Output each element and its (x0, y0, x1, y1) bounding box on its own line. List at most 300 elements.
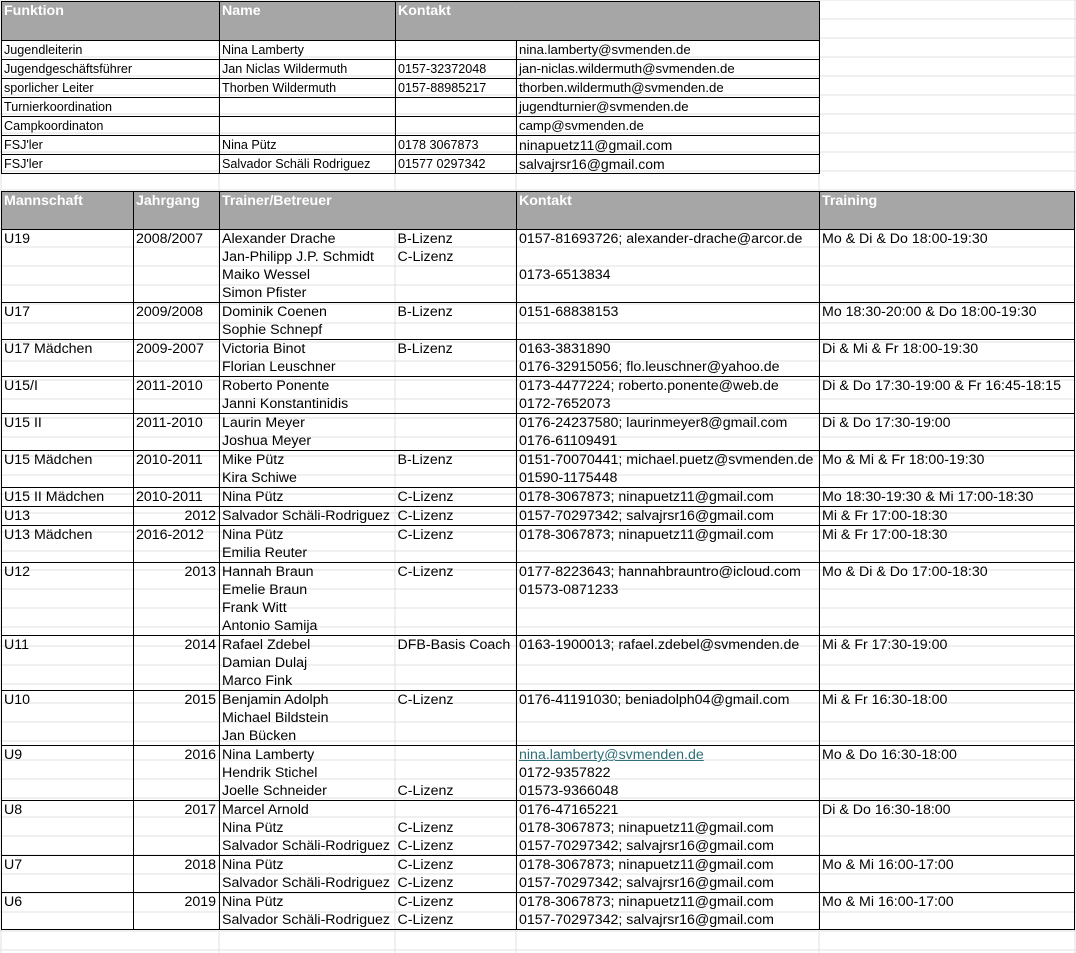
cell-name: Salvador Schäli Rodriguez (220, 155, 396, 174)
cell-training (820, 911, 1075, 930)
team-row (2, 248, 1075, 266)
cell-training (820, 395, 1075, 414)
cell-mannschaft (2, 284, 134, 303)
header-name: Name (220, 2, 396, 41)
cell-jahrgang (134, 581, 220, 599)
cell-trainer: Victoria Binot (220, 340, 396, 359)
cell-trainer: Michael Bildstein (220, 709, 396, 727)
cell-jahrgang: 2019 (134, 893, 220, 912)
staff-row (2, 98, 820, 117)
cell-kontakt (517, 746, 820, 765)
team-row (2, 488, 1075, 507)
cell-jahrgang (134, 248, 220, 266)
cell-lizenz (396, 709, 517, 727)
cell-lizenz: DFB-Basis Coach (396, 636, 517, 655)
cell-kontakt (517, 727, 820, 746)
cell-trainer: Emelie Braun (220, 581, 396, 599)
cell-kontakt: 0178-3067873; ninapuetz11@gmail.com (517, 893, 820, 912)
cell-trainer: Mike Pütz (220, 451, 396, 470)
cell-jahrgang (134, 617, 220, 636)
cell-mannschaft (2, 358, 134, 377)
staff-row (2, 155, 820, 174)
cell-lizenz (396, 544, 517, 563)
cell-kontakt: 0163-1900013; rafael.zdebel@svmenden.de (517, 636, 820, 655)
cell-funktion: FSJ'ler (2, 136, 220, 155)
cell-jahrgang (134, 266, 220, 284)
cell-mannschaft (2, 599, 134, 617)
cell-trainer: Rafael Zdebel (220, 636, 396, 655)
cell-name (220, 98, 396, 117)
cell-mannschaft (2, 764, 134, 782)
cell-name: Nina Pütz (220, 136, 396, 155)
cell-training: Mi & Fr 16:30-18:00 (820, 691, 1075, 710)
cell-training (820, 727, 1075, 746)
cell-training (820, 617, 1075, 636)
cell-email: salvajrsr16@gmail.com (517, 155, 820, 174)
cell-jahrgang (134, 672, 220, 691)
cell-training: Di & Mi & Fr 18:00-19:30 (820, 340, 1075, 359)
team-row (2, 617, 1075, 636)
team-row (2, 469, 1075, 488)
team-row (2, 377, 1075, 396)
cell-training (820, 819, 1075, 837)
cell-trainer: Roberto Ponente (220, 377, 396, 396)
cell-lizenz: C-Lizenz (396, 691, 517, 710)
team-row (2, 837, 1075, 856)
cell-jahrgang (134, 395, 220, 414)
cell-trainer: Salvador Schäli-Rodriguez (220, 507, 396, 526)
cell-funktion: Jugendleiterin (2, 41, 220, 60)
cell-lizenz: C-Lizenz (396, 526, 517, 545)
cell-trainer: Florian Leuschner (220, 358, 396, 377)
cell-jahrgang: 2017 (134, 801, 220, 820)
team-row (2, 709, 1075, 727)
cell-trainer: Alexander Drache (220, 230, 396, 249)
cell-jahrgang (134, 654, 220, 672)
cell-training (820, 764, 1075, 782)
cell-mannschaft: U13 Mädchen (2, 526, 134, 545)
team-row (2, 563, 1075, 582)
cell-mannschaft: U9 (2, 746, 134, 765)
cell-training: Mo & Di & Do 18:00-19:30 (820, 230, 1075, 249)
cell-training (820, 709, 1075, 727)
staff-row (2, 41, 820, 60)
header-jahrgang: Jahrgang (134, 192, 220, 230)
cell-mannschaft (2, 654, 134, 672)
cell-mannschaft (2, 395, 134, 414)
cell-mannschaft (2, 782, 134, 801)
cell-training (820, 266, 1075, 284)
cell-lizenz: C-Lizenz (396, 819, 517, 837)
cell-mannschaft: U15 II (2, 414, 134, 433)
staff-table (1, 1, 820, 174)
cell-lizenz: C-Lizenz (396, 856, 517, 875)
cell-lizenz (396, 599, 517, 617)
cell-training: Mo & Mi 16:00-17:00 (820, 856, 1075, 875)
cell-trainer: Dominik Coenen (220, 303, 396, 322)
cell-training (820, 837, 1075, 856)
header-kontakt: Kontakt (396, 2, 517, 41)
cell-trainer: Hendrik Stichel (220, 764, 396, 782)
cell-jahrgang: 2011-2010 (134, 377, 220, 396)
cell-trainer: Marcel Arnold (220, 801, 396, 820)
cell-lizenz (396, 672, 517, 691)
cell-trainer: Salvador Schäli-Rodriguez (220, 837, 396, 856)
cell-jahrgang: 2013 (134, 563, 220, 582)
cell-funktion: FSJ'ler (2, 155, 220, 174)
cell-mannschaft (2, 819, 134, 837)
cell-lizenz (396, 764, 517, 782)
cell-kontakt: 0176-24237580; laurinmeyer8@gmail.com (517, 414, 820, 433)
cell-jahrgang: 2010-2011 (134, 488, 220, 507)
cell-trainer: Nina Pütz (220, 819, 396, 837)
header-trainer: Trainer/Betreuer (220, 192, 396, 230)
cell-mannschaft: U15 Mädchen (2, 451, 134, 470)
cell-kontakt: 0172-9357822 (517, 764, 820, 782)
cell-jahrgang (134, 544, 220, 563)
cell-jahrgang (134, 874, 220, 893)
cell-trainer: Sophie Schnepf (220, 321, 396, 340)
cell-kontakt: 0178-3067873; ninapuetz11@gmail.com (517, 526, 820, 545)
cell-training (820, 599, 1075, 617)
cell-email: ninapuetz11@gmail.com (517, 136, 820, 155)
cell-training: Mo & Do 16:30-18:00 (820, 746, 1075, 765)
cell-kontakt (517, 284, 820, 303)
cell-kontakt: 0157-70297342; salvajrsr16@gmail.com (517, 507, 820, 526)
cell-kontakt: 0151-68838153 (517, 303, 820, 322)
cell-lizenz: C-Lizenz (396, 488, 517, 507)
cell-name (220, 117, 396, 136)
team-row (2, 691, 1075, 710)
cell-jahrgang (134, 709, 220, 727)
cell-mannschaft (2, 837, 134, 856)
cell-trainer: Antonio Samija (220, 617, 396, 636)
cell-kontakt: 01573-9366048 (517, 782, 820, 801)
cell-jahrgang: 2016 (134, 746, 220, 765)
cell-trainer: Laurin Meyer (220, 414, 396, 433)
cell-mannschaft (2, 911, 134, 930)
cell-kontakt: 01590-1175448 (517, 469, 820, 488)
cell-jahrgang: 2009/2008 (134, 303, 220, 322)
cell-lizenz (396, 284, 517, 303)
cell-kontakt: 0172-7652073 (517, 395, 820, 414)
cell-kontakt: 0173-6513834 (517, 266, 820, 284)
cell-mannschaft: U13 (2, 507, 134, 526)
cell-kontakt (517, 321, 820, 340)
cell-jahrgang (134, 284, 220, 303)
cell-training (820, 874, 1075, 893)
cell-training: Mi & Fr 17:00-18:30 (820, 526, 1075, 545)
team-row (2, 526, 1075, 545)
team-row (2, 303, 1075, 322)
cell-jahrgang (134, 358, 220, 377)
team-row (2, 636, 1075, 655)
cell-training: Mo 18:30-19:30 & Mi 17:00-18:30 (820, 488, 1075, 507)
cell-lizenz: B-Lizenz (396, 303, 517, 322)
cell-trainer: Nina Pütz (220, 488, 396, 507)
staff-row (2, 60, 820, 79)
cell-kontakt: 0157-81693726; alexander-drache@arcor.de (517, 230, 820, 249)
header-funktion: Funktion (2, 2, 220, 41)
cell-training (820, 469, 1075, 488)
team-row (2, 727, 1075, 746)
header-mannschaft: Mannschaft (2, 192, 134, 230)
cell-funktion: Turnierkoordination (2, 98, 220, 117)
cell-lizenz (396, 469, 517, 488)
team-row (2, 395, 1075, 414)
cell-training (820, 654, 1075, 672)
cell-trainer: Nina Pütz (220, 893, 396, 912)
cell-jahrgang: 2011-2010 (134, 414, 220, 433)
cell-trainer: Marco Fink (220, 672, 396, 691)
cell-name: Jan Niclas Wildermuth (220, 60, 396, 79)
cell-trainer: Emilia Reuter (220, 544, 396, 563)
cell-mannschaft (2, 469, 134, 488)
cell-lizenz: B-Lizenz (396, 230, 517, 249)
cell-kontakt (517, 709, 820, 727)
cell-lizenz (396, 617, 517, 636)
cell-trainer: Joshua Meyer (220, 432, 396, 451)
cell-training: Di & Do 16:30-18:00 (820, 801, 1075, 820)
cell-trainer: Simon Pfister (220, 284, 396, 303)
cell-training (820, 321, 1075, 340)
team-row (2, 451, 1075, 470)
cell-phone (396, 41, 517, 60)
cell-kontakt: 0176-61109491 (517, 432, 820, 451)
cell-lizenz (396, 432, 517, 451)
staff-row (2, 117, 820, 136)
cell-training: Mo & Mi 16:00-17:00 (820, 893, 1075, 912)
cell-trainer: Benjamin Adolph (220, 691, 396, 710)
cell-jahrgang (134, 727, 220, 746)
cell-mannschaft (2, 874, 134, 893)
cell-funktion: sporlicher Leiter (2, 79, 220, 98)
cell-kontakt (517, 617, 820, 636)
cell-training (820, 284, 1075, 303)
cell-jahrgang: 2009-2007 (134, 340, 220, 359)
team-row (2, 284, 1075, 303)
team-row (2, 764, 1075, 782)
cell-jahrgang (134, 764, 220, 782)
cell-phone (396, 117, 517, 136)
cell-jahrgang (134, 321, 220, 340)
cell-lizenz: C-Lizenz (396, 563, 517, 582)
cell-mannschaft: U8 (2, 801, 134, 820)
cell-email: camp@svmenden.de (517, 117, 820, 136)
cell-mannschaft (2, 248, 134, 266)
cell-mannschaft: U17 Mädchen (2, 340, 134, 359)
cell-lizenz: C-Lizenz (396, 893, 517, 912)
cell-training: Di & Do 17:30-19:00 (820, 414, 1075, 433)
cell-trainer: Kira Schiwe (220, 469, 396, 488)
cell-mannschaft: U17 (2, 303, 134, 322)
cell-training: Di & Do 17:30-19:00 & Fr 16:45-18:15 (820, 377, 1075, 396)
cell-mannschaft: U15 II Mädchen (2, 488, 134, 507)
cell-mannschaft: U6 (2, 893, 134, 912)
cell-lizenz (396, 321, 517, 340)
cell-phone: 0178 3067873 (396, 136, 517, 155)
cell-kontakt (517, 599, 820, 617)
cell-kontakt: 0176-47165221 (517, 801, 820, 820)
cell-lizenz (396, 266, 517, 284)
cell-jahrgang (134, 837, 220, 856)
cell-training: Mo & Di & Do 17:00-18:30 (820, 563, 1075, 582)
team-row (2, 507, 1075, 526)
cell-training: Mo & Mi & Fr 18:00-19:30 (820, 451, 1075, 470)
team-row (2, 599, 1075, 617)
cell-mannschaft: U11 (2, 636, 134, 655)
team-row (2, 432, 1075, 451)
cell-lizenz: C-Lizenz (396, 248, 517, 266)
team-row (2, 414, 1075, 433)
cell-kontakt: 0176-41191030; beniadolph04@gmail.com (517, 691, 820, 710)
team-row (2, 266, 1075, 284)
team-row (2, 874, 1075, 893)
cell-email: jan-niclas.wildermuth@svmenden.de (517, 60, 820, 79)
team-row (2, 358, 1075, 377)
cell-mannschaft: U12 (2, 563, 134, 582)
cell-phone: 0157-88985217 (396, 79, 517, 98)
team-row (2, 819, 1075, 837)
cell-mannschaft: U19 (2, 230, 134, 249)
cell-trainer: Salvador Schäli-Rodriguez (220, 911, 396, 930)
cell-lizenz (396, 358, 517, 377)
cell-trainer: Jan-Philipp J.P. Schmidt (220, 248, 396, 266)
cell-lizenz: C-Lizenz (396, 837, 517, 856)
cell-trainer: Janni Konstantinidis (220, 395, 396, 414)
cell-kontakt: 0151-70070441; michael.puetz@svmenden.de (517, 451, 820, 470)
team-row (2, 230, 1075, 249)
team-row (2, 911, 1075, 930)
cell-kontakt: 01573-0871233 (517, 581, 820, 599)
cell-email: thorben.wildermuth@svmenden.de (517, 79, 820, 98)
team-row (2, 581, 1075, 599)
cell-mannschaft (2, 709, 134, 727)
cell-training (820, 248, 1075, 266)
cell-trainer: Salvador Schäli-Rodriguez (220, 874, 396, 893)
cell-funktion: Campkoordinaton (2, 117, 220, 136)
cell-kontakt (517, 654, 820, 672)
team-row (2, 856, 1075, 875)
cell-phone: 01577 0297342 (396, 155, 517, 174)
cell-kontakt: 0157-70297342; salvajrsr16@gmail.com (517, 874, 820, 893)
cell-kontakt: 0157-70297342; salvajrsr16@gmail.com (517, 911, 820, 930)
cell-kontakt: 0176-32915056; flo.leuschner@yahoo.de (517, 358, 820, 377)
cell-mannschaft (2, 727, 134, 746)
cell-kontakt: 0178-3067873; ninapuetz11@gmail.com (517, 856, 820, 875)
cell-lizenz (396, 727, 517, 746)
cell-lizenz (396, 801, 517, 820)
cell-jahrgang: 2016-2012 (134, 526, 220, 545)
cell-jahrgang: 2015 (134, 691, 220, 710)
teams-table (1, 191, 1075, 930)
header-kontakt-ext (517, 2, 820, 41)
cell-kontakt (517, 544, 820, 563)
cell-jahrgang: 2018 (134, 856, 220, 875)
cell-jahrgang: 2014 (134, 636, 220, 655)
cell-lizenz: B-Lizenz (396, 451, 517, 470)
cell-kontakt: 0178-3067873; ninapuetz11@gmail.com (517, 819, 820, 837)
cell-mannschaft: U10 (2, 691, 134, 710)
cell-lizenz (396, 746, 517, 765)
cell-jahrgang (134, 782, 220, 801)
cell-jahrgang (134, 432, 220, 451)
cell-phone: 0157-32372048 (396, 60, 517, 79)
cell-trainer: Maiko Wessel (220, 266, 396, 284)
cell-training (820, 672, 1075, 691)
cell-jahrgang: 2012 (134, 507, 220, 526)
team-row (2, 654, 1075, 672)
cell-funktion: Jugendgeschäftsführer (2, 60, 220, 79)
cell-training: Mo 18:30-20:00 & Do 18:00-19:30 (820, 303, 1075, 322)
cell-lizenz: C-Lizenz (396, 874, 517, 893)
cell-trainer: Frank Witt (220, 599, 396, 617)
cell-lizenz: C-Lizenz (396, 911, 517, 930)
cell-jahrgang (134, 469, 220, 488)
cell-kontakt: 0173-4477224; roberto.ponente@web.de (517, 377, 820, 396)
cell-lizenz: C-Lizenz (396, 782, 517, 801)
cell-trainer: Joelle Schneider (220, 782, 396, 801)
cell-lizenz (396, 414, 517, 433)
header-trainer-ext (396, 192, 517, 230)
team-row (2, 340, 1075, 359)
email-link[interactable]: nina.lamberty@svmenden.de (519, 747, 704, 763)
cell-lizenz (396, 654, 517, 672)
cell-training (820, 581, 1075, 599)
cell-training (820, 358, 1075, 377)
cell-mannschaft (2, 672, 134, 691)
cell-mannschaft (2, 617, 134, 636)
header-training: Training (820, 192, 1075, 230)
team-row (2, 672, 1075, 691)
team-row (2, 544, 1075, 563)
cell-training (820, 544, 1075, 563)
cell-lizenz: B-Lizenz (396, 340, 517, 359)
cell-mannschaft (2, 544, 134, 563)
header-kontakt: Kontakt (517, 192, 820, 230)
cell-trainer: Damian Dulaj (220, 654, 396, 672)
team-row (2, 801, 1075, 820)
cell-lizenz (396, 395, 517, 414)
cell-mannschaft: U15/I (2, 377, 134, 396)
cell-mannschaft (2, 581, 134, 599)
cell-kontakt: 0157-70297342; salvajrsr16@gmail.com (517, 837, 820, 856)
cell-jahrgang: 2010-2011 (134, 451, 220, 470)
cell-lizenz (396, 581, 517, 599)
cell-kontakt: 0178-3067873; ninapuetz11@gmail.com (517, 488, 820, 507)
cell-training (820, 432, 1075, 451)
cell-training (820, 782, 1075, 801)
cell-jahrgang (134, 819, 220, 837)
team-row (2, 893, 1075, 912)
cell-trainer: Nina Pütz (220, 856, 396, 875)
team-row (2, 782, 1075, 801)
cell-training: Mi & Fr 17:30-19:00 (820, 636, 1075, 655)
cell-email: nina.lamberty@svmenden.de (517, 41, 820, 60)
cell-kontakt (517, 248, 820, 266)
cell-jahrgang: 2008/2007 (134, 230, 220, 249)
staff-row (2, 136, 820, 155)
cell-mannschaft (2, 266, 134, 284)
cell-kontakt: 0163-3831890 (517, 340, 820, 359)
cell-name: Nina Lamberty (220, 41, 396, 60)
cell-training: Mi & Fr 17:00-18:30 (820, 507, 1075, 526)
team-row (2, 321, 1075, 340)
team-row (2, 746, 1075, 765)
cell-trainer: Nina Lamberty (220, 746, 396, 765)
cell-jahrgang (134, 911, 220, 930)
cell-name: Thorben Wildermuth (220, 79, 396, 98)
